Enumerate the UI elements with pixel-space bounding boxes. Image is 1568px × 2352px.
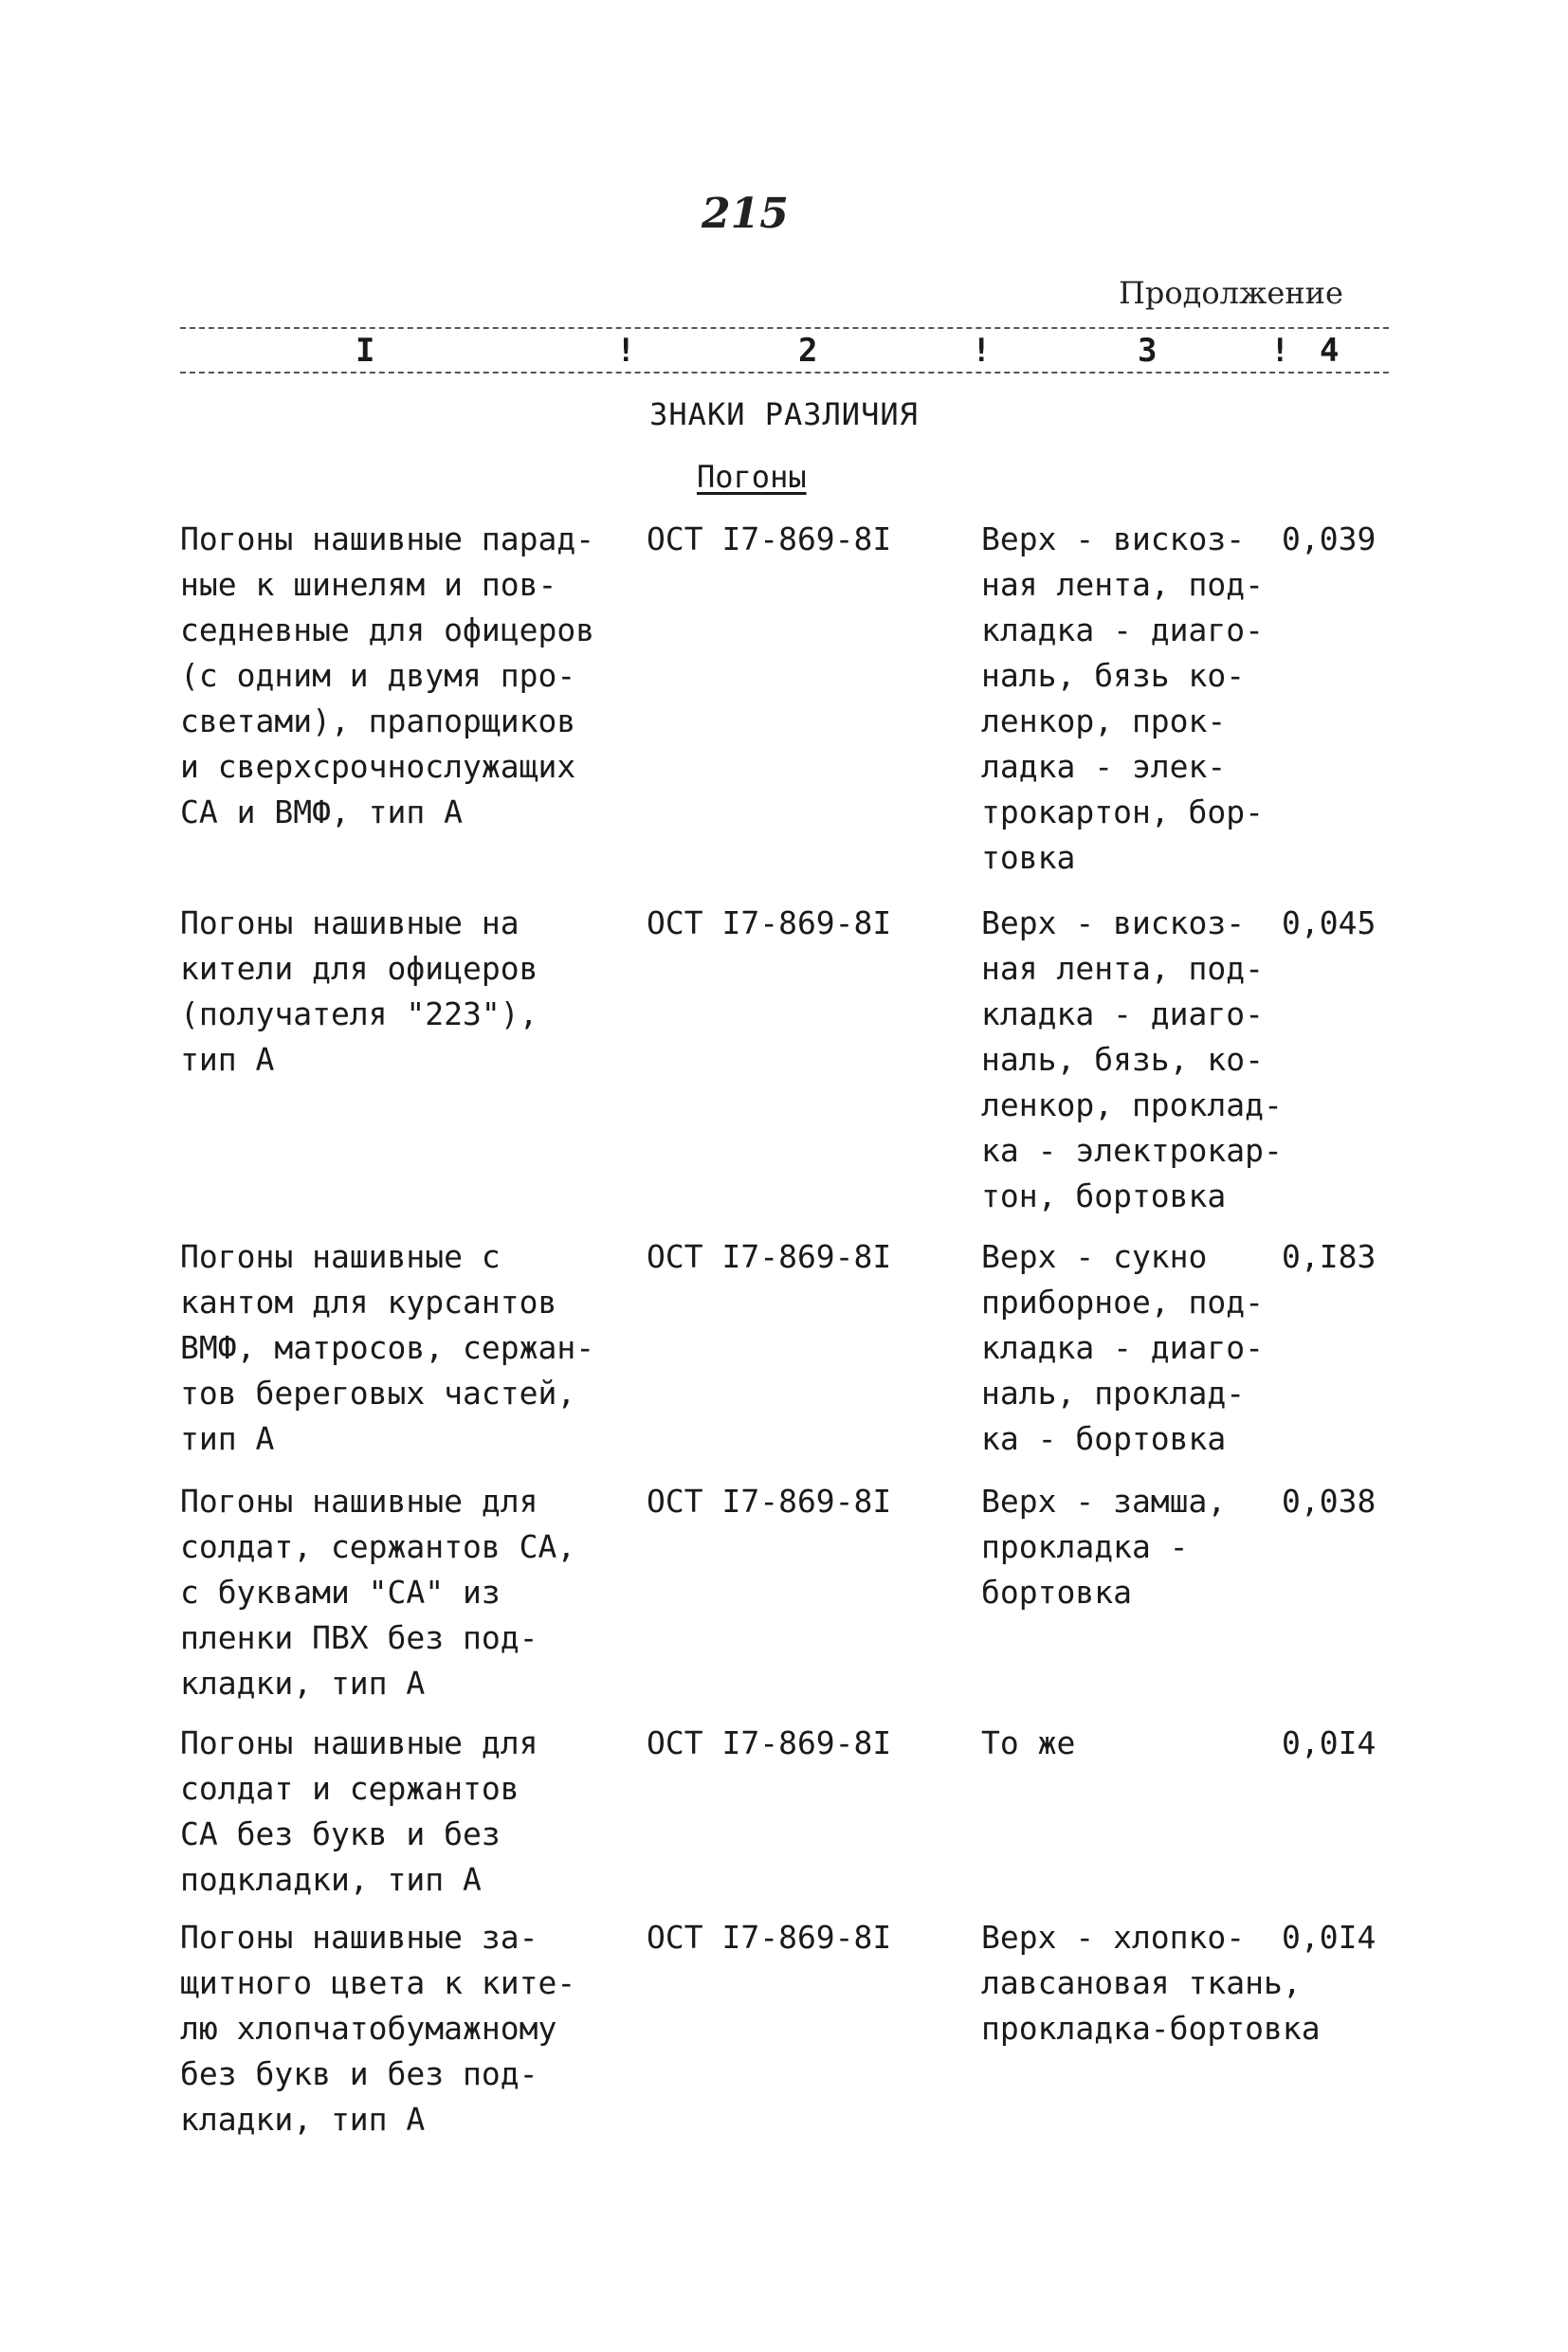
item-value: 0,039: [1282, 520, 1377, 557]
column-separator: !: [616, 332, 636, 370]
item-name: Погоны нашивные для солдат и сержантов СА без букв и без подкладки, тип А: [180, 1724, 538, 1898]
continuation-label: Продолжение: [1119, 275, 1343, 311]
item-value: 0,0I4: [1282, 1919, 1377, 1956]
subsection-title: Погоны: [697, 459, 807, 495]
item-material: Верх - замша, прокладка - бортовка: [981, 1483, 1227, 1611]
item-standard: ОСТ I7-869-8I: [647, 1238, 892, 1275]
item-name: Погоны нашивные за- щитного цвета к ките- лю хлопчатобумажному без букв и без под- кладки, тип А: [180, 1919, 576, 2138]
item-material: Верх - вискоз- ная лента, под- кладка - диаго- наль, бязь ко- ленкор, прок- ладка - элек- трокартон, бор- товка: [981, 520, 1265, 876]
column-header-1: I: [356, 332, 375, 370]
item-value: 0,045: [1282, 904, 1377, 941]
column-header-4: 4: [1320, 332, 1340, 370]
item-material: Верх - сукно приборное, под- кладка - диаго- наль, проклад- ка - бортовка: [981, 1238, 1265, 1457]
item-value: 0,0I4: [1282, 1724, 1377, 1761]
page-number: 215: [702, 190, 789, 238]
item-standard: ОСТ I7-869-8I: [647, 520, 892, 557]
table-header-top-rule: [180, 327, 1389, 329]
item-standard: ОСТ I7-869-8I: [647, 1919, 892, 1956]
section-title: ЗНАКИ РАЗЛИЧИЯ: [649, 396, 919, 432]
column-separator: !: [972, 332, 992, 370]
column-header-3: 3: [1138, 332, 1158, 370]
item-name: Погоны нашивные для солдат, сержантов СА, с буквами "СА" из пленки ПВХ без под- кладки, тип А: [180, 1483, 576, 1702]
item-standard: ОСТ I7-869-8I: [647, 1724, 892, 1761]
item-standard: ОСТ I7-869-8I: [647, 904, 892, 941]
table-header-bottom-rule: [180, 372, 1389, 374]
column-header-2: 2: [798, 332, 818, 370]
item-name: Погоны нашивные с кантом для курсантов ВМФ, матросов, сержан- тов береговых частей, тип А: [180, 1238, 595, 1457]
item-standard: ОСТ I7-869-8I: [647, 1483, 892, 1520]
column-separator: !: [1270, 332, 1290, 370]
item-value: 0,038: [1282, 1483, 1377, 1520]
item-material: Верх - вискоз- ная лента, под- кладка - диаго- наль, бязь, ко- ленкор, проклад- ка - электрокар- тон, бортовка: [981, 904, 1283, 1214]
item-material: Верх - хлопко- лавсановая ткань, прокладка-бортовка: [981, 1919, 1321, 2047]
item-value: 0,I83: [1282, 1238, 1377, 1275]
item-name: Погоны нашивные на кители для офицеров (получателя "223"), тип А: [180, 904, 538, 1078]
item-material: То же: [981, 1724, 1076, 1761]
item-name: Погоны нашивные парад- ные к шинелям и пов- седневные для офицеров (с одним и двумя про- светами), прапорщиков и сверхсрочнослужащих СА и ВМФ, тип А: [180, 520, 595, 830]
